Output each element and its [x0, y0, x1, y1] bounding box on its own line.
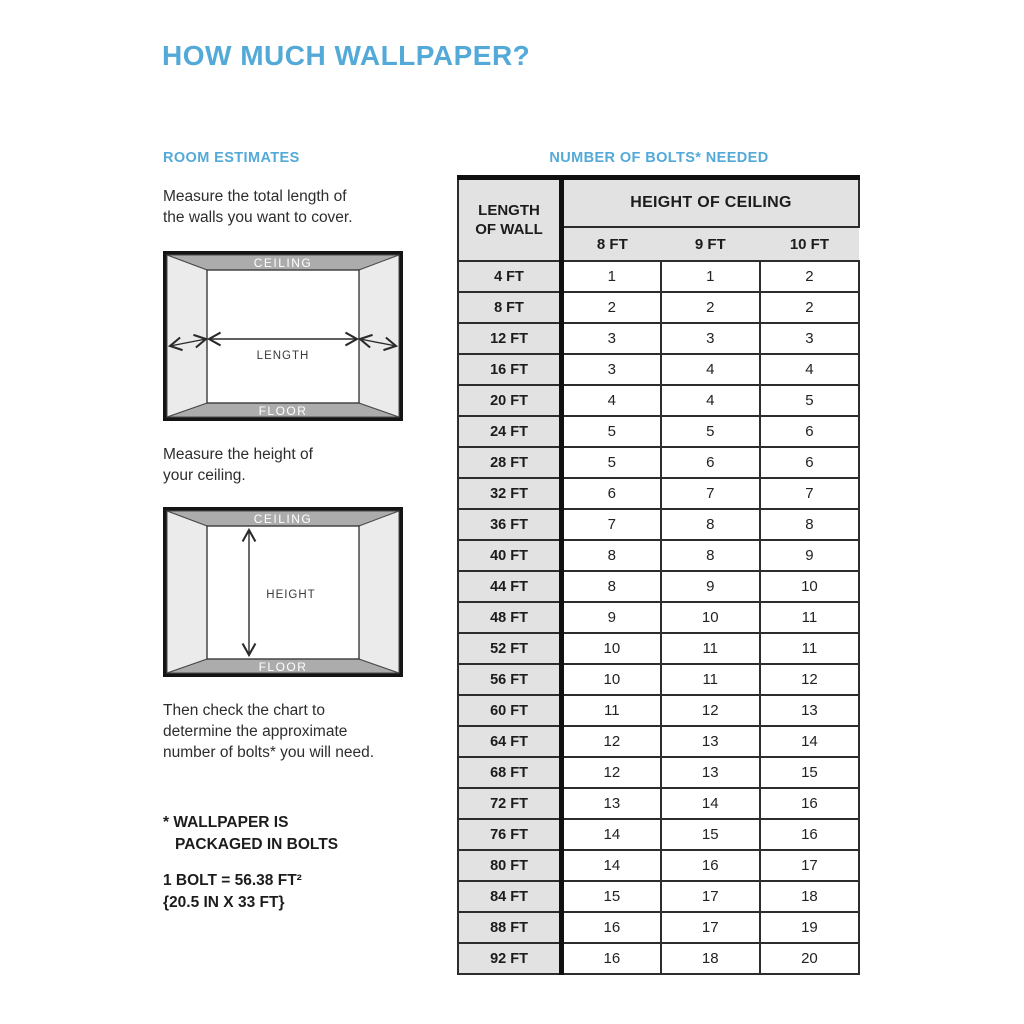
table-row	[458, 726, 859, 757]
bolts-value-cell: 8	[562, 540, 661, 571]
bolts-value-cell: 12	[760, 664, 859, 695]
table-row	[458, 323, 859, 354]
wallpaper-bolts-footnote: * WALLPAPER IS PACKAGED IN BOLTS	[163, 814, 339, 853]
table-row	[458, 571, 859, 602]
table-row	[458, 695, 859, 726]
ceiling-8ft-header: 8 FT	[562, 227, 661, 261]
bolts-value-cell: 14	[661, 788, 760, 819]
bolts-value-cell: 9	[661, 571, 760, 602]
bolts-value-cell: 5	[661, 416, 760, 447]
length-label: LENGTH	[256, 350, 310, 362]
room-height-diagram	[163, 507, 403, 677]
bolts-value-cell: 13	[661, 757, 760, 788]
bolts-value-cell: 5	[760, 385, 859, 416]
bolts-value-cell: 4	[661, 385, 760, 416]
bolts-value-cell: 2	[562, 292, 661, 323]
bolts-value-cell: 13	[562, 788, 661, 819]
back-wall	[207, 270, 359, 403]
bolts-value-cell: 15	[562, 881, 661, 912]
bolts-value-cell: 19	[760, 912, 859, 943]
floor-label: FLOOR	[258, 660, 308, 674]
bolts-value-cell: 1	[562, 261, 661, 292]
bolts-value-cell: 5	[562, 416, 661, 447]
wall-length-cell: 12 FT	[458, 323, 562, 354]
bolts-value-cell: 17	[661, 881, 760, 912]
bolts-value-cell: 6	[760, 416, 859, 447]
table-row	[458, 912, 859, 943]
wall-length-cell: 28 FT	[458, 447, 562, 478]
wall-length-cell: 56 FT	[458, 664, 562, 695]
ceiling-label: CEILING	[253, 256, 313, 270]
bolts-value-cell: 3	[760, 323, 859, 354]
table-row	[458, 261, 859, 292]
bolts-value-cell: 17	[661, 912, 760, 943]
wall-length-cell: 92 FT	[458, 943, 562, 974]
bolts-value-cell: 15	[760, 757, 859, 788]
bolts-value-cell: 8	[661, 540, 760, 571]
table-row	[458, 416, 859, 447]
bolts-needed-heading: NUMBER OF BOLTS* NEEDED	[549, 150, 769, 166]
wall-length-cell: 60 FT	[458, 695, 562, 726]
length-of-wall-header: LENGTH OF WALL	[458, 178, 562, 262]
wall-length-cell: 4 FT	[458, 261, 562, 292]
right-wall-panel	[359, 255, 399, 417]
table-row	[458, 633, 859, 664]
bolts-table	[457, 175, 860, 975]
bolts-value-cell: 8	[562, 571, 661, 602]
bolts-value-cell: 6	[562, 478, 661, 509]
table-row	[458, 354, 859, 385]
bolts-value-cell: 10	[562, 633, 661, 664]
bolts-table-header	[458, 178, 859, 262]
right-wall-panel	[359, 511, 399, 673]
bolts-value-cell: 9	[562, 602, 661, 633]
table-row	[458, 664, 859, 695]
wall-length-cell: 36 FT	[458, 509, 562, 540]
wall-length-cell: 76 FT	[458, 819, 562, 850]
wall-length-cell: 84 FT	[458, 881, 562, 912]
wall-length-cell: 40 FT	[458, 540, 562, 571]
table-row	[458, 850, 859, 881]
bolts-value-cell: 3	[661, 323, 760, 354]
bolts-value-cell: 5	[562, 447, 661, 478]
bolts-value-cell: 3	[562, 354, 661, 385]
check-chart-instruction: Then check the chart to determine the approximate number of bolts* you will need.	[163, 702, 375, 761]
bolts-value-cell: 11	[760, 633, 859, 664]
bolts-value-cell: 12	[562, 726, 661, 757]
bolts-value-cell: 13	[760, 695, 859, 726]
bolts-value-cell: 18	[661, 943, 760, 974]
bolts-value-cell: 17	[760, 850, 859, 881]
table-row	[458, 509, 859, 540]
bolts-value-cell: 18	[760, 881, 859, 912]
bolts-value-cell: 1	[661, 261, 760, 292]
bolts-value-cell: 12	[661, 695, 760, 726]
left-wall-panel	[167, 255, 207, 417]
bolts-value-cell: 4	[661, 354, 760, 385]
bolts-value-cell: 2	[661, 292, 760, 323]
wall-length-cell: 48 FT	[458, 602, 562, 633]
table-row	[458, 385, 859, 416]
bolts-value-cell: 8	[760, 509, 859, 540]
bolts-value-cell: 11	[760, 602, 859, 633]
height-label: HEIGHT	[266, 589, 316, 601]
measure-height-instruction: Measure the height of your ceiling.	[163, 446, 313, 484]
bolts-value-cell: 12	[562, 757, 661, 788]
wall-length-cell: 64 FT	[458, 726, 562, 757]
bolts-value-cell: 13	[661, 726, 760, 757]
bolts-value-cell: 10	[562, 664, 661, 695]
room-length-diagram	[163, 251, 403, 421]
wall-length-cell: 44 FT	[458, 571, 562, 602]
bolts-value-cell: 14	[562, 850, 661, 881]
bolt-size-info: 1 BOLT = 56.38 FT² {20.5 IN X 33 FT}	[163, 872, 302, 911]
bolts-value-cell: 7	[760, 478, 859, 509]
bolts-value-cell: 11	[661, 664, 760, 695]
bolts-value-cell: 14	[562, 819, 661, 850]
floor-label: FLOOR	[258, 404, 308, 418]
wall-length-cell: 24 FT	[458, 416, 562, 447]
table-row	[458, 788, 859, 819]
wall-length-cell: 32 FT	[458, 478, 562, 509]
bolts-value-cell: 11	[562, 695, 661, 726]
bolts-value-cell: 14	[760, 726, 859, 757]
table-row	[458, 881, 859, 912]
bolts-value-cell: 16	[661, 850, 760, 881]
bolts-value-cell: 8	[661, 509, 760, 540]
table-row	[458, 819, 859, 850]
bolts-value-cell: 6	[661, 447, 760, 478]
wall-length-cell: 20 FT	[458, 385, 562, 416]
bolts-table-body	[458, 261, 859, 974]
bolts-value-cell: 10	[661, 602, 760, 633]
table-row	[458, 943, 859, 974]
table-row	[458, 757, 859, 788]
table-row	[458, 602, 859, 633]
ceiling-9ft-header: 9 FT	[661, 227, 760, 261]
wall-length-cell: 16 FT	[458, 354, 562, 385]
wall-length-cell: 72 FT	[458, 788, 562, 819]
table-row	[458, 292, 859, 323]
bolts-value-cell: 6	[760, 447, 859, 478]
ceiling-10ft-header: 10 FT	[760, 227, 859, 261]
wall-length-cell: 52 FT	[458, 633, 562, 664]
wall-length-cell: 68 FT	[458, 757, 562, 788]
left-wall-panel	[167, 511, 207, 673]
wall-length-cell: 8 FT	[458, 292, 562, 323]
table-row	[458, 540, 859, 571]
measure-length-instruction: Measure the total length of the walls you want to cover.	[163, 188, 353, 226]
bolts-value-cell: 7	[661, 478, 760, 509]
height-of-ceiling-header: HEIGHT OF CEILING	[562, 178, 860, 228]
bolts-value-cell: 11	[661, 633, 760, 664]
bolts-value-cell: 3	[562, 323, 661, 354]
table-row	[458, 447, 859, 478]
bolts-value-cell: 2	[760, 261, 859, 292]
bolts-value-cell: 2	[760, 292, 859, 323]
bolts-value-cell: 16	[562, 912, 661, 943]
bolts-value-cell: 10	[760, 571, 859, 602]
table-row	[458, 478, 859, 509]
bolts-value-cell: 7	[562, 509, 661, 540]
bolts-value-cell: 9	[760, 540, 859, 571]
bolts-value-cell: 15	[661, 819, 760, 850]
bolts-value-cell: 4	[562, 385, 661, 416]
bolts-value-cell: 16	[760, 819, 859, 850]
bolts-value-cell: 20	[760, 943, 859, 974]
wall-length-cell: 80 FT	[458, 850, 562, 881]
wall-length-cell: 88 FT	[458, 912, 562, 943]
ceiling-label: CEILING	[253, 512, 313, 526]
page-title: HOW MUCH WALLPAPER?	[162, 40, 531, 71]
bolts-value-cell: 16	[562, 943, 661, 974]
bolts-value-cell: 16	[760, 788, 859, 819]
bolts-value-cell: 4	[760, 354, 859, 385]
room-estimates-heading: ROOM ESTIMATES	[163, 150, 300, 166]
